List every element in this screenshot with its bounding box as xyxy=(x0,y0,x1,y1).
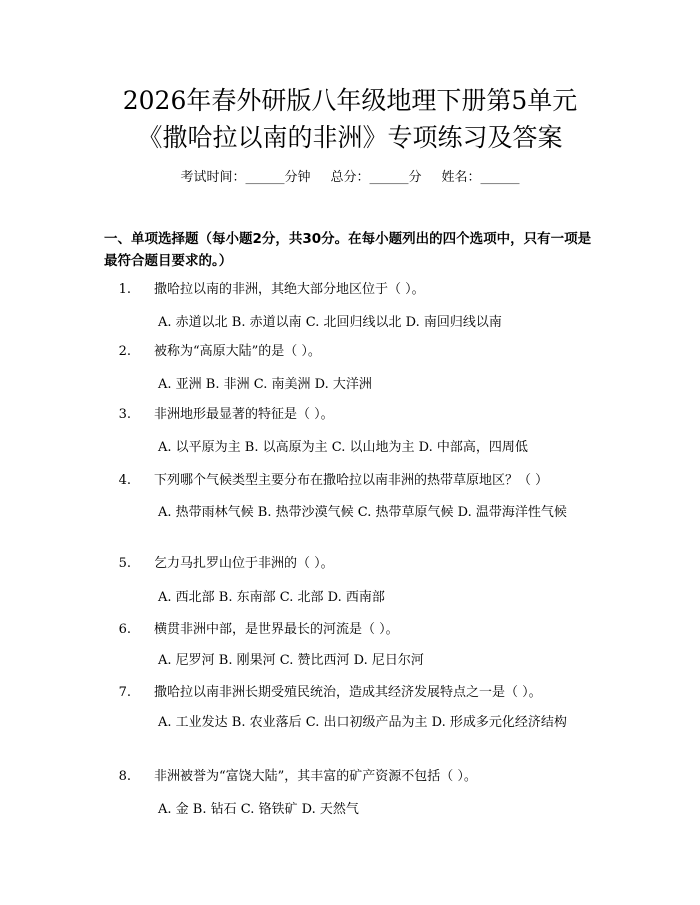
exam-score: 总分：______分 xyxy=(330,170,422,185)
question-number: 2. xyxy=(118,344,131,359)
question-7 xyxy=(104,682,604,704)
question-8-options: A. 金 B. 钻石 C. 铬铁矿 D. 天然气 xyxy=(158,802,359,817)
page-title-line-2: 《撒哈拉以南的非洲》专项练习及答案 xyxy=(137,123,563,152)
exam-name: 姓名：______ xyxy=(441,170,520,185)
question-text: 撒哈拉以南非洲长期受殖民统治，造成其经济发展特点之一是（ ）。 xyxy=(154,685,542,700)
section-heading-1: 一、单项选择题（每小题2分，共30分。在每小题列出的四个选项中，只有一项是最符合题目要求的。） xyxy=(104,231,592,269)
question-4 xyxy=(104,470,604,492)
question-3 xyxy=(104,404,604,426)
question-6-options: A. 尼罗河 B. 刚果河 C. 赞比西河 D. 尼日尔河 xyxy=(158,653,424,668)
question-text: 乞力马扎罗山位于非洲的（ ）。 xyxy=(154,556,334,571)
question-text: 非洲被誉为“富饶大陆”，其丰富的矿产资源不包括（ ）。 xyxy=(154,769,477,784)
title-block xyxy=(0,82,700,156)
question-number: 1. xyxy=(118,282,131,297)
exam-time: 考试时间：______分钟 xyxy=(180,170,311,185)
question-5 xyxy=(104,553,604,575)
question-4-options: A. 热带雨林气候 B. 热带沙漠气候 C. 热带草原气候 D. 温带海洋性气候 xyxy=(158,505,567,520)
question-text: 横贯非洲中部，是世界最长的河流是（ ）。 xyxy=(154,622,399,637)
question-7-options: A. 工业发达 B. 农业落后 C. 出口初级产品为主 D. 形成多元化经济结构 xyxy=(158,715,567,730)
question-number: 5. xyxy=(118,556,131,571)
question-5-options: A. 西北部 B. 东南部 C. 北部 D. 西南部 xyxy=(158,590,385,605)
page-title-line-1: 2026年春外研版八年级地理下册第5单元 xyxy=(122,86,578,115)
question-1 xyxy=(104,279,604,301)
question-number: 3. xyxy=(118,407,131,422)
question-number: 6. xyxy=(118,622,131,637)
question-2 xyxy=(104,341,604,363)
question-6 xyxy=(104,619,604,641)
question-text: 下列哪个气候类型主要分布在撒哈拉以南非洲的热带草原地区？（ ） xyxy=(154,473,549,488)
exam-info xyxy=(0,169,700,187)
question-3-options: A. 以平原为主 B. 以高原为主 C. 以山地为主 D. 中部高，四周低 xyxy=(158,440,528,455)
question-text: 撒哈拉以南的非洲，其绝大部分地区位于（ ）。 xyxy=(154,282,425,297)
question-2-options: A. 亚洲 B. 非洲 C. 南美洲 D. 大洋洲 xyxy=(158,377,372,392)
question-text: 非洲地形最显著的特征是（ ）。 xyxy=(154,407,334,422)
question-number: 4. xyxy=(118,473,131,488)
question-1-options: A. 赤道以北 B. 赤道以南 C. 北回归线以北 D. 南回归线以南 xyxy=(158,315,502,330)
question-8 xyxy=(104,766,604,788)
question-number: 7. xyxy=(118,685,131,700)
question-text: 被称为“高原大陆”的是（ ）。 xyxy=(154,344,321,359)
question-number: 8. xyxy=(118,769,131,784)
